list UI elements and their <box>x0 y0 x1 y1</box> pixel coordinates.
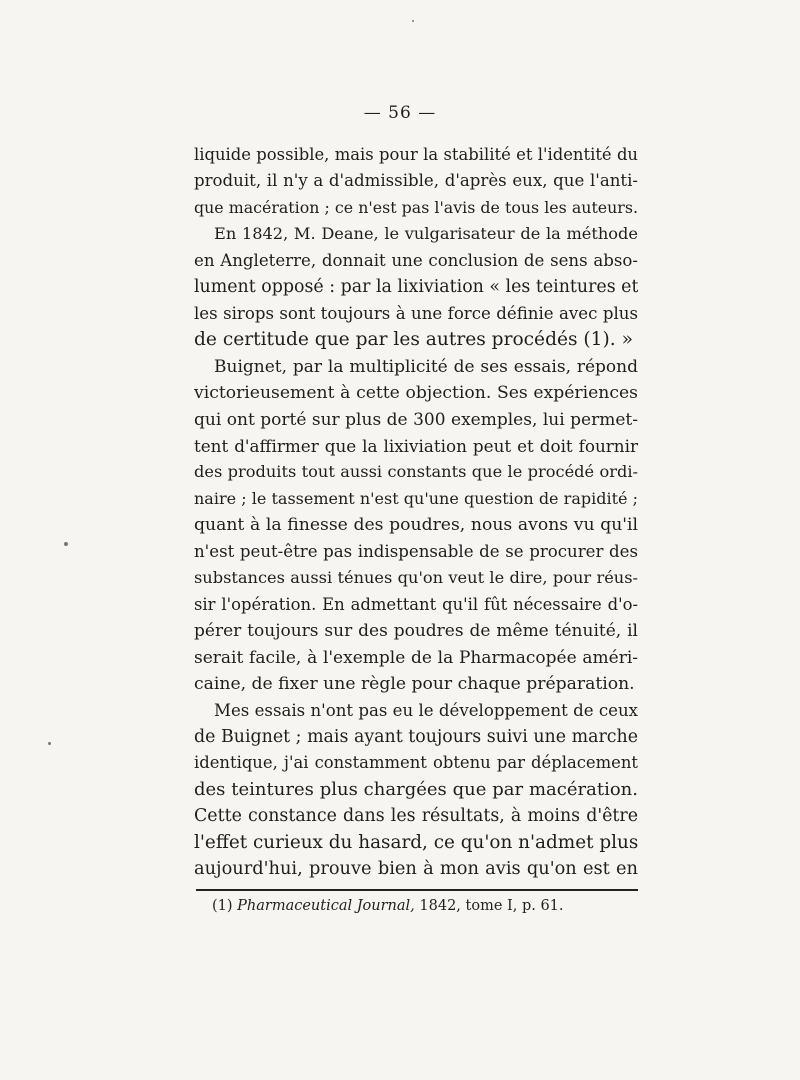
text-line: caine, de fixer une règle pour chaque préparation. <box>194 674 635 695</box>
text-line: Buignet, par la multiplicité de ses essais, répond <box>214 356 638 377</box>
print-speck <box>64 542 68 546</box>
text-line: des teintures plus chargées que par macération. <box>194 778 638 800</box>
text-line: tent d'affirmer que la lixiviation peut et doit fournir <box>194 435 638 456</box>
print-speck <box>412 20 414 22</box>
text-line: que macération ; ce n'est pas l'avis de tous les auteurs. <box>194 197 638 217</box>
text-line: lument opposé : par la lixiviation « les teintures et <box>194 277 638 298</box>
text-line: liquide possible, mais pour la stabilité et l'identité du <box>194 145 638 164</box>
text-line: de certitude que par les autres procédés (1). » <box>194 329 633 351</box>
text-line: serait facile, à l'exemple de la Pharmacopée améri- <box>194 647 638 668</box>
text-line: en Angleterre, donnait une conclusion de sens abso- <box>194 250 638 270</box>
text-line: naire ; le tassement n'est qu'une question de rapidité ; <box>194 488 638 508</box>
text-line: l'effet curieux du hasard, ce qu'on n'admet plus <box>194 831 638 853</box>
text-line: En 1842, M. Deane, le vulgarisateur de la méthode <box>214 224 638 244</box>
text-line: aujourd'hui, prouve bien à mon avis qu'on est en <box>194 858 638 880</box>
print-speck <box>48 742 51 745</box>
text-line: pérer toujours sur des poudres de même ténuité, il <box>194 621 638 642</box>
text-line: de Buignet ; mais ayant toujours suivi une marche <box>194 726 638 747</box>
text-line: les sirops sont toujours à une force définie avec plus <box>194 303 638 323</box>
text-line: substances aussi ténues qu'on veut le dire, pour réus- <box>194 568 638 588</box>
text-line: des produits tout aussi constants que le procédé ordi- <box>194 462 638 482</box>
text-line: Mes essais n'ont pas eu le développement de ceux <box>214 700 638 720</box>
text-line: quant à la finesse des poudres, nous avons vu qu'il <box>194 515 638 536</box>
text-line: victorieusement à cette objection. Ses expériences <box>194 383 638 404</box>
footnote-marker: (1) <box>212 898 233 914</box>
body-text <box>194 142 638 883</box>
footnote <box>212 898 564 914</box>
text-line: qui ont porté sur plus de 300 exemples, lui permet- <box>194 409 638 430</box>
page-number: — 56 — <box>363 103 437 123</box>
text-line: produit, il n'y a d'admissible, d'après eux, que l'anti- <box>194 171 638 191</box>
footnote-journal: Pharmaceutical Journal, <box>237 898 415 914</box>
text-line: identique, j'ai constamment obtenu par déplacement <box>194 753 638 773</box>
text-line: sir l'opération. En admettant qu'il fût nécessaire d'o- <box>194 594 638 614</box>
footnote-divider <box>196 889 638 891</box>
text-line: n'est peut-être pas indispensable de se procurer des <box>194 541 638 561</box>
text-line: Cette constance dans les résultats, à moins d'être <box>194 806 638 827</box>
footnote-citation: 1842, tome I, p. 61. <box>414 898 564 914</box>
